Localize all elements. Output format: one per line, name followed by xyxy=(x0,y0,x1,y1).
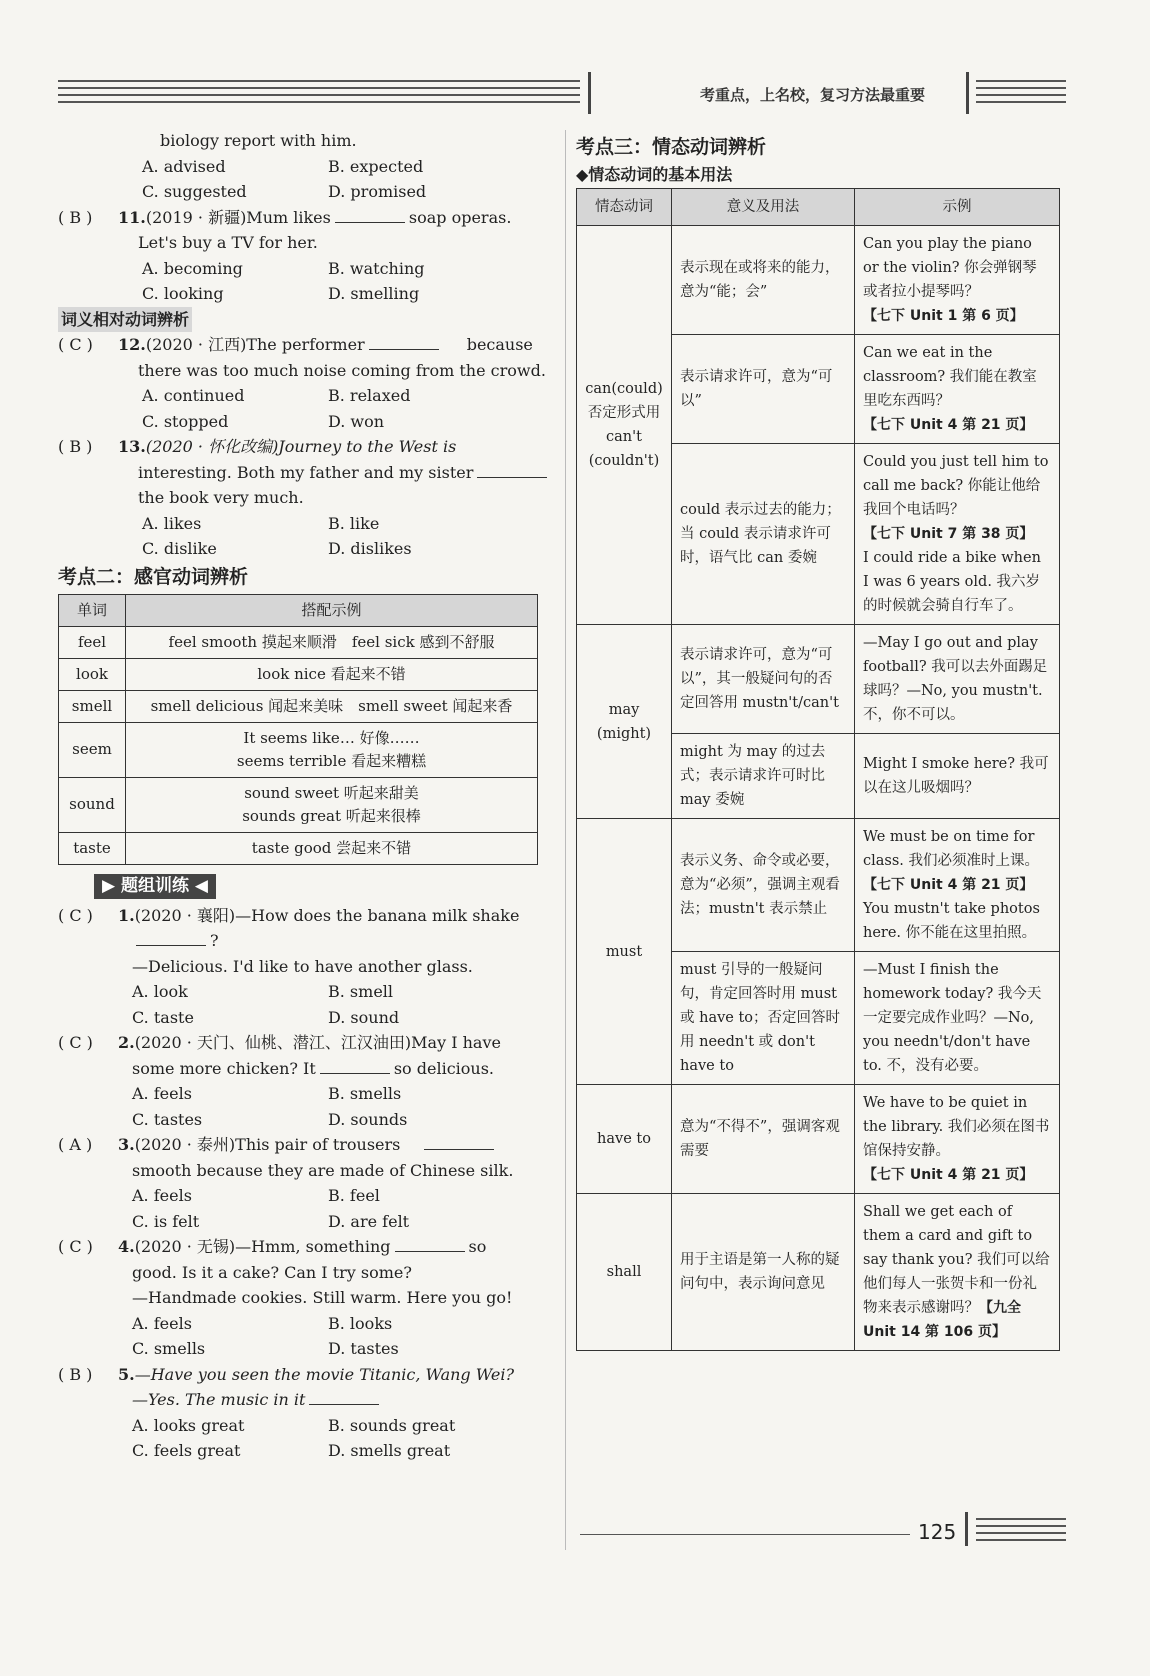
example xyxy=(855,1085,1060,1194)
answer: ( C ) xyxy=(58,335,93,354)
table-row xyxy=(577,819,1060,952)
answer: ( B ) xyxy=(58,437,93,456)
textbook-ref: 【九全 Unit 14 第 106 页】 xyxy=(863,1300,1021,1340)
modal-may: may (might) xyxy=(577,625,672,819)
question-tail: because xyxy=(466,335,533,354)
column-divider xyxy=(565,130,566,1550)
option-d: D. are felt xyxy=(328,1211,410,1231)
usage: might 为 may 的过去式；表示请求许可时比 may 委婉 xyxy=(672,734,855,819)
page-number: 125 xyxy=(918,1520,957,1544)
example xyxy=(126,722,538,777)
header-rule-left xyxy=(58,80,580,108)
option-c: C. taste xyxy=(132,1007,194,1027)
option-b: B. sounds great xyxy=(328,1415,456,1435)
q13-text: interesting. Both my father and my sister xyxy=(138,462,474,482)
t1-line3: —Delicious. I'd like to have another glass. xyxy=(132,956,473,976)
option-a: A. advised xyxy=(142,156,226,176)
option-a: A. feels xyxy=(132,1084,192,1103)
t1-line2 xyxy=(58,928,548,954)
usage: 表示请求许可，意为“可以”，其一般疑问句的否定回答用 mustn't/can't xyxy=(672,625,855,734)
option-c: C. feels great xyxy=(132,1441,241,1460)
section-title: 考点二：感官动词辨析 xyxy=(58,565,249,588)
answer: ( C ) xyxy=(58,1237,93,1256)
word: look xyxy=(59,658,126,690)
header-word: 单词 xyxy=(59,594,126,626)
option-d: D. smells great xyxy=(328,1441,451,1460)
word: taste xyxy=(59,832,126,864)
header-usage: 意义及用法 xyxy=(672,189,855,226)
answer-blank xyxy=(136,931,206,946)
option-d: D. won xyxy=(328,411,385,431)
option-c: C. tastes xyxy=(132,1109,203,1129)
section-label: 词义相对动词辨析 xyxy=(58,307,192,333)
answer-blank xyxy=(395,1237,465,1252)
table-row xyxy=(577,1085,1060,1194)
t1 xyxy=(58,903,548,929)
option-c: C. smells xyxy=(132,1339,206,1358)
t2-text: some more chicken? It xyxy=(132,1058,316,1078)
option-c: C. suggested xyxy=(142,182,247,201)
example: Might I smoke here? 我可以在这儿吸烟吗？ xyxy=(855,734,1060,819)
t4-line3: —Handmade cookies. Still warm. Here you go! xyxy=(132,1288,513,1307)
q10-options-1 xyxy=(58,154,548,180)
example-text: We have to be quiet in the library. 我们必须在图书馆保持安静。 xyxy=(863,1095,1050,1159)
question-text: (2020 · 襄阳)—How does the banana milk shake xyxy=(134,905,520,925)
word: smell xyxy=(59,690,126,722)
answer-blank xyxy=(335,208,405,223)
t3-options-1 xyxy=(58,1183,548,1209)
option-d: D. tastes xyxy=(328,1339,399,1358)
usage: 表示请求许可，意为“可以” xyxy=(672,335,855,444)
training-text: 题组训练 xyxy=(121,875,189,896)
question-text: (2019 · 新疆)Mum likes xyxy=(145,207,331,227)
t2-options-1 xyxy=(58,1081,548,1107)
q13-line3: the book very much. xyxy=(138,488,304,507)
footer-bar xyxy=(965,1512,968,1546)
question-number: 3. xyxy=(118,1135,135,1154)
table-header xyxy=(577,189,1060,226)
header-title: 考重点，上名校，复习方法最重要 xyxy=(700,86,926,104)
table-row xyxy=(59,690,538,722)
example-text: Could you just tell him to call me back? 你能让他给我回个电话吗？ xyxy=(863,454,1049,518)
q11 xyxy=(58,205,548,231)
t1-tail: ? xyxy=(210,931,219,950)
option-b: B. looks xyxy=(328,1313,393,1333)
modal-shall: shall xyxy=(577,1194,672,1351)
modal-must: must xyxy=(577,819,672,1085)
t5-options-1 xyxy=(58,1413,548,1439)
example-text: Can you play the piano or the violin? 你会弹钢琴或者拉小提琴吗？ xyxy=(863,236,1037,300)
question-text: (2020 · 泰州)This pair of trousers xyxy=(134,1135,401,1154)
example-line: sounds great 听起来很棒 xyxy=(242,806,421,825)
example xyxy=(855,335,1060,444)
t5-line2 xyxy=(58,1387,548,1413)
option-b: B. expected xyxy=(328,156,424,176)
option-a: A. look xyxy=(132,982,188,1001)
t4-options-2 xyxy=(58,1336,548,1362)
option-c: C. looking xyxy=(142,284,224,303)
q13-options-2 xyxy=(58,536,548,562)
t2-tail: so delicious. xyxy=(393,1058,494,1078)
option-b: B. relaxed xyxy=(328,386,411,405)
sense-verbs-table xyxy=(58,594,538,865)
option-b: B. watching xyxy=(328,258,425,278)
q11-options-1 xyxy=(58,256,548,282)
answer: ( C ) xyxy=(58,1033,93,1052)
answer-blank xyxy=(477,463,547,478)
q13-line2 xyxy=(58,460,548,486)
answer-blank xyxy=(320,1059,390,1074)
option-b: B. like xyxy=(328,513,380,533)
t2-options-2 xyxy=(58,1107,548,1133)
question-tail: so xyxy=(468,1237,487,1256)
question-number: 5. xyxy=(118,1364,135,1384)
modal-can: can(could)否定形式用 can't (couldn't) xyxy=(577,226,672,625)
table-row xyxy=(59,722,538,777)
q12 xyxy=(58,332,548,358)
t5-options-2 xyxy=(58,1438,548,1464)
training-label: ▶ 题组训练 ◀ xyxy=(94,874,216,900)
table-row xyxy=(577,226,1060,335)
modal-have-to: have to xyxy=(577,1085,672,1194)
question-text: (2020 · 无锡)—Hmm, something xyxy=(134,1237,391,1256)
option-d: D. smelling xyxy=(328,284,420,303)
answer-blank xyxy=(424,1135,494,1150)
textbook-ref: 【七下 Unit 7 第 38 页】 xyxy=(863,526,1034,542)
answer-blank xyxy=(309,1390,379,1405)
answer: ( A ) xyxy=(58,1135,93,1154)
t1-options-1 xyxy=(58,979,548,1005)
question-number: 11. xyxy=(118,207,146,227)
question-number: 13. xyxy=(118,437,146,456)
example xyxy=(126,777,538,832)
usage: 表示义务、命令或必要，意为“必须”，强调主观看法；mustn't 表示禁止 xyxy=(672,819,855,952)
example-text: Can we eat in the classroom? 我们能在教室里吃东西吗？ xyxy=(863,345,1037,409)
t1-options-2 xyxy=(58,1005,548,1031)
option-b: B. smells xyxy=(328,1084,402,1103)
option-a: A. continued xyxy=(142,386,245,405)
t2-line2 xyxy=(58,1056,548,1082)
footer-rule xyxy=(580,1534,910,1535)
question-text: (2020 · 江西)The performer xyxy=(145,335,365,354)
option-d: D. sounds xyxy=(328,1109,408,1129)
table-row xyxy=(59,832,538,864)
t3 xyxy=(58,1132,548,1158)
usage: must 引导的一般疑问句，肯定回答时用 must 或 have to；否定回答时用 needn't 或 don't have to xyxy=(672,952,855,1085)
q11-line2: Let's buy a TV for her. xyxy=(138,233,318,252)
option-c: C. stopped xyxy=(142,411,229,431)
option-b: B. feel xyxy=(328,1186,380,1205)
answer-blank xyxy=(369,335,439,350)
example: look nice 看起来不错 xyxy=(126,658,538,690)
usage: 用于主语是第一人称的疑问句中，表示询问意见 xyxy=(672,1194,855,1351)
table-row xyxy=(59,658,538,690)
training-heading xyxy=(58,873,548,903)
word: sound xyxy=(59,777,126,832)
usage: could 表示过去的能力；当 could 表示请求许可时，语气比 can 委婉 xyxy=(672,444,855,625)
example-line: seems terrible 看起来糟糕 xyxy=(236,751,427,770)
table-row xyxy=(577,1194,1060,1351)
answer: ( B ) xyxy=(58,1364,93,1384)
t2 xyxy=(58,1030,548,1056)
q12-options-2 xyxy=(58,409,548,435)
table-row xyxy=(59,777,538,832)
example: smell delicious 闻起来美味 smell sweet 闻起来香 xyxy=(126,690,538,722)
example-line: It seems like… 好像…… xyxy=(243,728,420,747)
example: feel smooth 摸起来顺滑 feel sick 感到不舒服 xyxy=(126,626,538,658)
example xyxy=(855,819,1060,952)
example xyxy=(855,1194,1060,1351)
word: seem xyxy=(59,722,126,777)
q11-options-2 xyxy=(58,281,548,307)
example-line: sound sweet 听起来甜美 xyxy=(244,783,419,802)
q10-options-2 xyxy=(58,179,548,205)
header-bar xyxy=(588,72,591,114)
usage: 意为“不得不”，强调客观需要 xyxy=(672,1085,855,1194)
q10-line: biology report with him. xyxy=(160,131,357,150)
question-tail: soap operas. xyxy=(408,207,512,227)
t5 xyxy=(58,1362,548,1388)
question-number: 4. xyxy=(118,1237,135,1256)
t3-line2: smooth because they are made of Chinese silk. xyxy=(132,1160,514,1180)
question-number: 2. xyxy=(118,1033,135,1052)
header-example: 示例 xyxy=(855,189,1060,226)
example-text: Shall we get each of them a card and gift to say thank you? 我们可以给他们每人一张贺卡和一份礼物来表示感谢吗？ xyxy=(863,1204,1050,1316)
left-column xyxy=(58,128,548,1464)
option-a: A. feels xyxy=(132,1313,192,1333)
example-text: I could ride a bike when I was 6 years old. 我六岁的时候就会骑自行车了。 xyxy=(863,550,1041,614)
section-heading xyxy=(58,307,548,333)
textbook-ref: 【七下 Unit 4 第 21 页】 xyxy=(863,1167,1034,1183)
header-modal: 情态动词 xyxy=(577,189,672,226)
option-a: A. looks great xyxy=(132,1415,245,1435)
table-row xyxy=(59,626,538,658)
example-text: We must be on time for class. 我们必须准时上课。 xyxy=(863,829,1040,869)
modal-verbs-table xyxy=(576,188,1060,1351)
q12-options-1 xyxy=(58,383,548,409)
q13-options-1 xyxy=(58,511,548,537)
option-b: B. smell xyxy=(328,982,394,1001)
footer-rule-right xyxy=(976,1518,1066,1546)
q12-line2: there was too much noise coming from the crowd. xyxy=(138,360,546,380)
option-d: D. dislikes xyxy=(328,539,412,558)
example: —Must I finish the homework today? 我今天一定要完成作业吗？—No, you needn't/don't have to. 不，没有必要。 xyxy=(855,952,1060,1085)
subsection-title: ◆情态动词的基本用法 xyxy=(576,165,733,184)
example: taste good 尝起来不错 xyxy=(126,832,538,864)
example xyxy=(855,226,1060,335)
option-c: C. dislike xyxy=(142,539,217,558)
word: feel xyxy=(59,626,126,658)
example xyxy=(855,444,1060,625)
question-number: 1. xyxy=(118,905,135,925)
t4-line2: good. Is it a cake? Can I try some? xyxy=(132,1262,412,1282)
question-text: (2020 · 怀化改编)Journey to the West is xyxy=(145,437,457,456)
question-text: (2020 · 天门、仙桃、潜江、江汉油田)May I have xyxy=(134,1033,501,1052)
answer: ( B ) xyxy=(58,207,93,227)
header-rule-right xyxy=(976,80,1066,108)
usage: 表示现在或将来的能力，意为“能；会” xyxy=(672,226,855,335)
option-d: D. promised xyxy=(328,182,427,201)
example-text: You mustn't take photos here. 你不能在这里拍照。 xyxy=(863,901,1040,941)
option-c: C. is felt xyxy=(132,1211,200,1231)
option-a: A. likes xyxy=(142,513,202,533)
header-example: 搭配示例 xyxy=(126,594,538,626)
t4 xyxy=(58,1234,548,1260)
question-text: —Have you seen the movie Titanic, Wang Wei? xyxy=(134,1364,515,1384)
option-d: D. sound xyxy=(328,1007,400,1027)
header-bar-right xyxy=(966,72,969,114)
t5-text: —Yes. The music in it xyxy=(132,1390,306,1409)
q13 xyxy=(58,434,548,460)
right-column xyxy=(576,132,1060,1351)
t4-options-1 xyxy=(58,1311,548,1337)
textbook-ref: 【七下 Unit 4 第 21 页】 xyxy=(863,877,1034,893)
option-a: A. becoming xyxy=(142,258,243,278)
textbook-ref: 【七下 Unit 4 第 21 页】 xyxy=(863,417,1034,433)
example: —May I go out and play football? 我可以去外面踢足球吗？—No, you mustn't. 不，你不可以。 xyxy=(855,625,1060,734)
textbook-ref: 【七下 Unit 1 第 6 页】 xyxy=(863,308,1024,324)
section-title: 考点三：情态动词辨析 xyxy=(576,136,767,158)
table-row xyxy=(577,625,1060,734)
table-header xyxy=(59,594,538,626)
answer: ( C ) xyxy=(58,905,93,925)
question-number: 12. xyxy=(118,335,146,354)
option-a: A. feels xyxy=(132,1186,192,1205)
t3-options-2 xyxy=(58,1209,548,1235)
